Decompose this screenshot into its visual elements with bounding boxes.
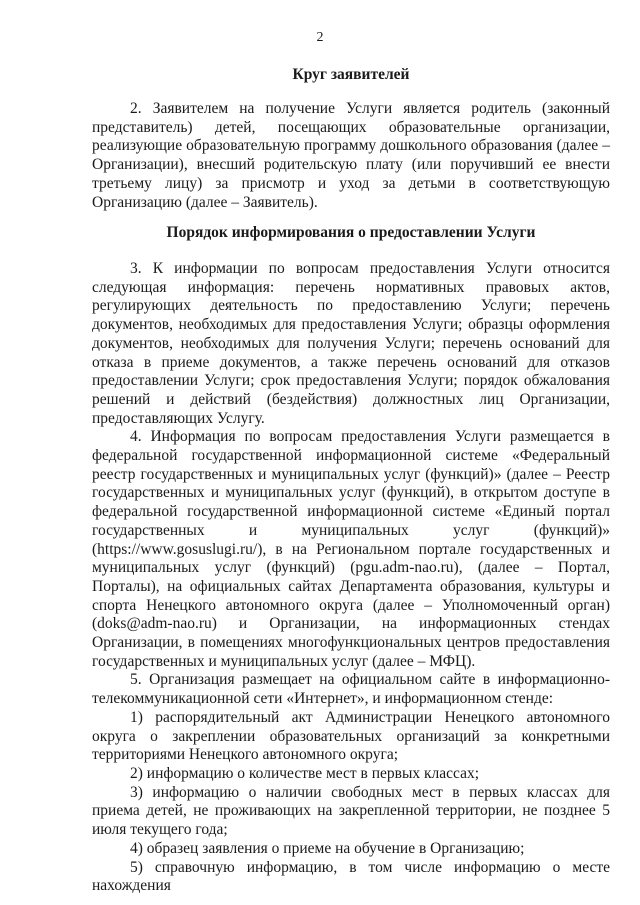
paragraph-3: 3. К информации по вопросам предоставления Услуги относится следующая информация: перечень нормативных правовых актов, регулирующих деятельность по предоставлению Услуги; перечень документов, необходимых для предоставления Услуги; образцы оформления документов, необходимых для получения Услуги; перечень оснований для отказа в приеме документов, а также перечень оснований для отказов предоставлении Услуги; срок предоставления Услуги; порядок обжалования решений и действий (бездействия) должностных лиц Организации, предоставляющих Услугу. [92, 260, 610, 427]
paragraph-5: 5. Организация размещает на официальном сайте в информационно-телекоммуникационной сети «Интернет», и информационном стенде: [92, 671, 610, 708]
page-number: 2 [316, 30, 324, 45]
list-item-5: 5) справочную информацию, в том числе информацию о месте нахождения [92, 858, 610, 895]
list-item-3: 3) информацию о наличии свободных мест в первых классах для приема детей, не проживающих на закрепленной территории, не позднее 5 июля текущего года; [92, 783, 610, 839]
list-item-2: 2) информацию о количестве мест в первых классах; [130, 764, 480, 782]
list-item-4: 4) образец заявления о приеме на обучение в Организацию; [130, 839, 525, 857]
paragraph-4: 4. Информация по вопросам предоставления Услуги размещается в федеральной государственной информационной системе «Федеральный реестр государственных и муниципальных услуг (функций)» (далее – Реестр государственных и муниципальных услуг (функций), в открытом доступе в федеральной государственной информационной системе «Единый портал государственных и муниципальных услуг (функций)» (https://www.gosuslugi.ru/), в на Региональном портале государственных и муниципальных услуг (функций) (pgu.adm-nao.ru), (далее – Портал, Порталы), на официальных сайтах Департамента образования, культуры и спорта Ненецкого автономного округа (далее – Уполномоченный орган) (doks@adm-nao.ru) и Организации, на информационных стендах Организации, в помещениях многофункциональных центров предоставления государственных и муниципальных услуг (далее – МФЦ). [92, 428, 610, 670]
section-body-informing [92, 260, 610, 896]
section-body-applicants [92, 100, 610, 212]
section-heading-applicants: Круг заявителей [292, 66, 410, 83]
section-heading-informing: Порядок информирования о предоставлении Услуги [166, 224, 536, 241]
paragraph-2: 2. Заявителем на получение Услуги является родитель (законный представитель) детей, посещающих образовательные организации, реализующие образовательную программу дошкольного образования (далее – Организации), внесший родительскую плату (или поручивший ее внести третьему лицу) за присмотр и уход за детьми в соответствующую Организацию (далее – Заявитель). [92, 100, 610, 211]
list-item-1: 1) распорядительный акт Администрации Ненецкого автономного округа о закреплении образовательных организаций за конкретными территориями Ненецкого автономного округа; [92, 708, 610, 764]
